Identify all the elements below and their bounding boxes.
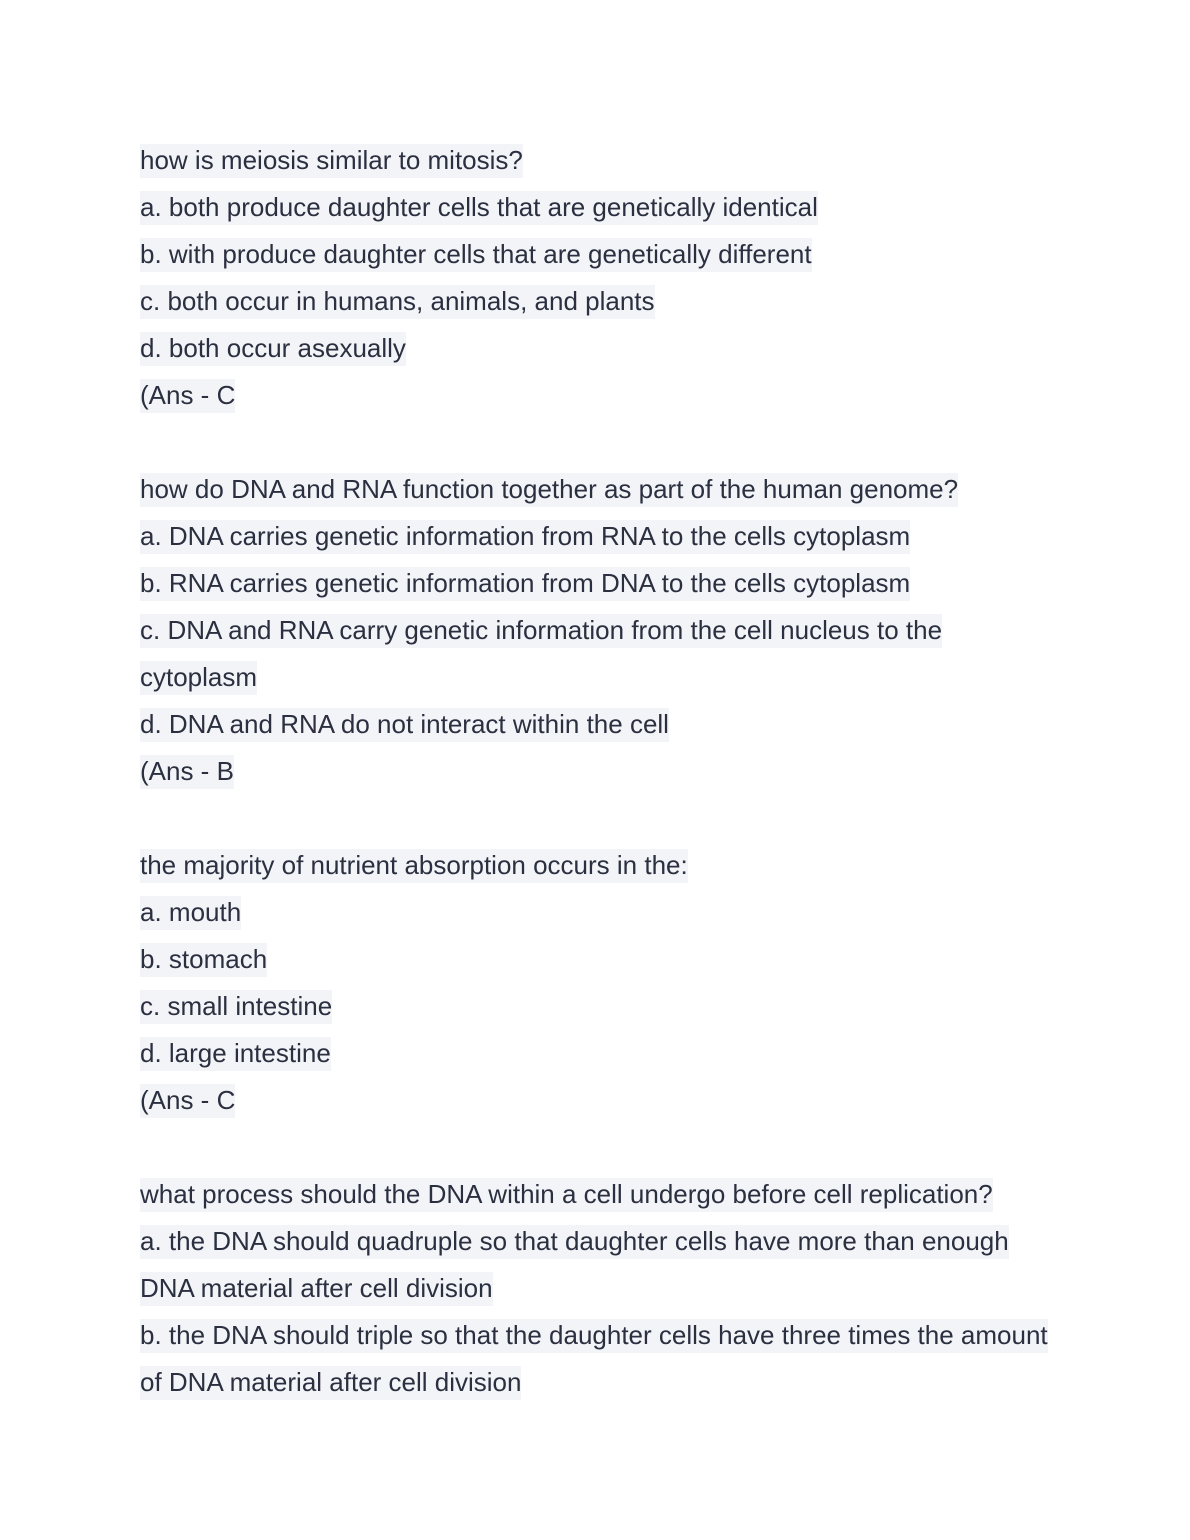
answer: [140, 1077, 1060, 1124]
option-d-label: d. both occur asexually: [140, 332, 406, 366]
question-text-label: the majority of nutrient absorption occurs in the:: [140, 849, 688, 883]
answer-label: (Ans - C: [140, 1084, 235, 1118]
answer: [140, 372, 1060, 419]
option-c-label: c. DNA and RNA carry genetic information from the cell nucleus to the cytoplasm: [140, 614, 942, 695]
option-d: [140, 701, 1060, 748]
question-block-1: [140, 137, 1060, 419]
option-b-label: b. RNA carries genetic information from DNA to the cells cytoplasm: [140, 567, 910, 601]
option-c-label: c. small intestine: [140, 990, 332, 1024]
question-text: [140, 1171, 1060, 1218]
option-d-label: d. DNA and RNA do not interact within the cell: [140, 708, 669, 742]
option-b: [140, 231, 1060, 278]
option-a: [140, 513, 1060, 560]
option-d-label: d. large intestine: [140, 1037, 331, 1071]
question-block-3: [140, 842, 1060, 1124]
option-a-label: a. DNA carries genetic information from RNA to the cells cytoplasm: [140, 520, 910, 554]
answer-label: (Ans - C: [140, 379, 235, 413]
option-b-label: b. the DNA should triple so that the daughter cells have three times the amount of DNA material after cell division: [140, 1319, 1048, 1400]
answer-label: (Ans - B: [140, 755, 234, 789]
option-c: [140, 607, 1060, 701]
option-b: [140, 1312, 1060, 1406]
option-b: [140, 936, 1060, 983]
question-block-2: [140, 466, 1060, 795]
option-d: [140, 1030, 1060, 1077]
option-b-label: b. with produce daughter cells that are genetically different: [140, 238, 812, 272]
answer: [140, 748, 1060, 795]
option-a-label: a. the DNA should quadruple so that daughter cells have more than enough DNA material after cell division: [140, 1225, 1009, 1306]
option-b-label: b. stomach: [140, 943, 267, 977]
question-text-label: what process should the DNA within a cell undergo before cell replication?: [140, 1178, 993, 1212]
option-a-label: a. both produce daughter cells that are genetically identical: [140, 191, 818, 225]
option-c: [140, 278, 1060, 325]
question-text: [140, 842, 1060, 889]
option-c: [140, 983, 1060, 1030]
option-a: [140, 889, 1060, 936]
question-text: [140, 137, 1060, 184]
option-a-label: a. mouth: [140, 896, 241, 930]
document-page: [140, 137, 1060, 1406]
option-b: [140, 560, 1060, 607]
question-text-label: how is meiosis similar to mitosis?: [140, 144, 523, 178]
question-text: [140, 466, 1060, 513]
option-a: [140, 1218, 1060, 1312]
option-c-label: c. both occur in humans, animals, and plants: [140, 285, 655, 319]
question-text-label: how do DNA and RNA function together as part of the human genome?: [140, 473, 958, 507]
option-a: [140, 184, 1060, 231]
question-block-4: [140, 1171, 1060, 1406]
option-d: [140, 325, 1060, 372]
